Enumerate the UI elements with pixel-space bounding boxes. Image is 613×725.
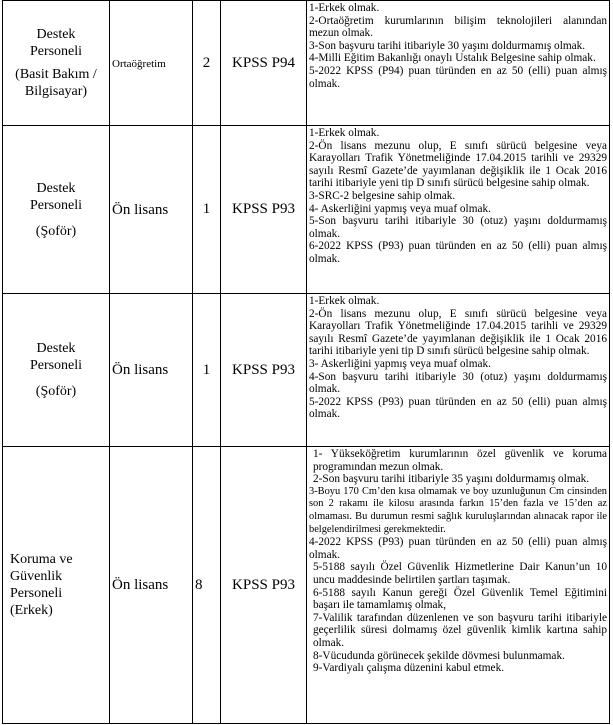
job-requirements-table (2, 0, 610, 724)
requirement-item: 1-Erkek olmak. (309, 295, 380, 307)
requirement-item: 4-2022 KPSS (P93) puan türünden en az 50 (elli) puan almış olmak. (309, 536, 607, 561)
position-cell (3, 1, 110, 126)
requirement-item: 4-Milli Eğitim Bakanlığı onaylı Ustalık Belgesine sahip olmak. (309, 52, 596, 65)
position-line: Bilgisayar) (24, 84, 88, 99)
requirement-item: 6-2022 KPSS (P93) puan türünden en az 50 (elli) puan almış olmak. (309, 240, 607, 265)
count-cell: 2 (193, 1, 221, 126)
requirement-item: 2-Ortaöğretim kurumlarının bilişim teknolojileri alanından mezun olmak. (309, 14, 607, 40)
requirement-item: 2-Ön lisans mezunu olup, E sınıfı sürücü belgesine veya Karayolları Trafik Yönetmeliğinde 17.04.2015 tarihli ve 29329 sayılı Resmî Gazete’de yayımlanan değişiklik ile 1 Ocak 2016 tarihi itibariyle yeni tip D sınıfı sürücü belgesine sahip olmak. (309, 307, 607, 358)
education-text: Ön lisans (112, 201, 169, 218)
education-cell (110, 447, 193, 724)
requirement-item: 7-Valilik tarafından düzenlenen ve son başvuru tarihi itibariyle geçerlilik süresi dolmamış özel güvenlik kimlik kartına sahip olmak. (313, 611, 607, 649)
table-row (3, 1, 610, 126)
requirement-item: 9-Vardiyalı çalışma düzenini kabul etmek. (313, 662, 505, 675)
position-line: Koruma ve (10, 552, 73, 567)
position-line: (Erkek) (10, 603, 53, 618)
position-line: Personeli (29, 44, 83, 59)
requirement-item: 5-2022 KPSS (P94) puan türünden en az 50 (elli) puan almış olmak. (309, 64, 607, 90)
requirement-item: 3-Son başvuru tarihi itibariyle 30 yaşını doldurmamış olmak. (309, 39, 586, 52)
requirement-item: 3-Boyu 170 Cm’den kısa olmamak ve boy uzunluğunun Cm cinsinden son 2 rakamı ile kilosu arasında farkın 15’den fazla ve 15’den az olmaması. Bu durumun resmi sağlık kuruluşlarından alınacak rapor ile belgelendirilmesi gerekmektedir. (309, 485, 607, 535)
position-line: (Şoför) (35, 223, 77, 239)
requirement-item: 2-Ön lisans mezunu olup, E sınıfı sürücü belgesine veya Karayolları Trafik Yönetmeliğinde 17.04.2015 tarihli ve 29329 sayılı Resmî Gazete’de yayımlanan değişiklik ile 1 Ocak 2016 tarihi itibariyle yeni tip D sınıfı sürücü belgesine sahip olmak. (309, 139, 607, 190)
count-cell: 1 (193, 126, 221, 294)
count-cell: 8 (193, 447, 221, 724)
education-cell (110, 126, 193, 294)
requirement-item: 1-Erkek olmak. (309, 2, 380, 14)
requirement-item: 2-Son başvuru tarihi itibariyle 35 yaşını doldurmamış olmak. (313, 473, 590, 486)
requirements-cell (307, 447, 610, 724)
score-type-cell: KPSS P93 (221, 447, 307, 724)
education-text: Ortaöğretim (112, 58, 166, 70)
requirements-cell (307, 294, 610, 447)
table-row (3, 126, 610, 294)
requirement-item: 1-Erkek olmak. (309, 127, 380, 139)
position-line: (Basit Bakım / (15, 67, 97, 82)
position-line: Güvenlik (10, 569, 63, 584)
position-line: Destek (36, 180, 76, 196)
position-line: Destek (36, 341, 76, 356)
position-line: Personeli (29, 358, 83, 373)
requirement-item: 6-5188 sayılı Kanun gereği Özel Güvenlik Temel Eğitimini başarı ile tamamlamış olmak, (313, 586, 607, 612)
education-cell (110, 294, 193, 447)
requirement-item: 5-2022 KPSS (P93) puan türünden en az 50 (elli) puan almış olmak. (309, 395, 607, 421)
requirement-item: 4- Askerliğini yapmış veya muaf olmak. (309, 202, 491, 215)
education-text: Ön lisans (112, 362, 169, 378)
position-line: Personeli (29, 197, 83, 213)
position-line: Personeli (10, 586, 63, 601)
position-cell (3, 294, 110, 447)
requirements-cell (307, 126, 610, 294)
requirement-item: 3-SRC-2 belgesine sahip olmak. (309, 189, 456, 202)
position-line: (Şoför) (35, 384, 77, 399)
position-cell (3, 126, 110, 294)
score-type-cell: KPSS P93 (221, 294, 307, 447)
education-text: Ön lisans (112, 577, 169, 593)
table-row (3, 294, 610, 447)
score-type-cell: KPSS P94 (221, 1, 307, 126)
count-cell: 1 (193, 294, 221, 447)
position-line: Destek (36, 27, 76, 42)
requirements-cell (307, 1, 610, 126)
position-cell (3, 447, 110, 724)
requirement-item: 5-Son başvuru tarihi itibariyle 30 (otuz) yaşını doldurmamış olmak. (309, 215, 607, 240)
requirement-item: 3- Askerliğini yapmış veya muaf olmak. (309, 357, 491, 370)
education-cell (110, 1, 193, 126)
score-type-cell: KPSS P93 (221, 126, 307, 294)
requirement-item: 4-Son başvuru tarihi itibariyle 30 (otuz) yaşını doldurmamış olmak. (309, 370, 607, 396)
requirement-item: 8-Vücudunda görünecek şekilde dövmesi bulunmamak. (313, 649, 565, 662)
table-row (3, 447, 610, 724)
requirement-item: 5-5188 sayılı Özel Güvenlik Hizmetlerine Dair Kanun’un 10 uncu maddesinde belirtilen şartları taşımak. (313, 561, 607, 586)
requirement-item: 1- Yükseköğretim kurumlarının özel güvenlik ve koruma programından mezun olmak. (313, 448, 607, 473)
